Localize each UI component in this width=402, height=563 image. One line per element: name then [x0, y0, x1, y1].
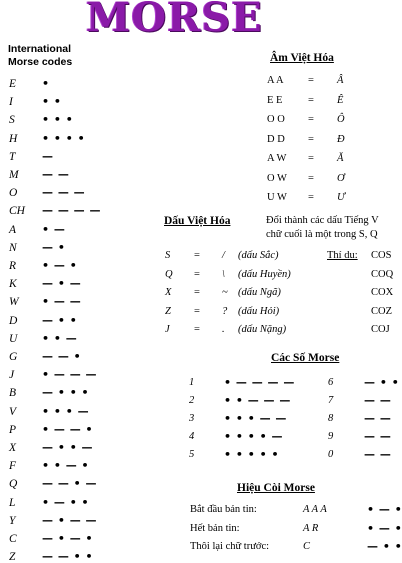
international-title	[8, 43, 72, 69]
am-equals: =	[308, 192, 314, 203]
signals-title: Hiệu Còi Morse	[237, 482, 315, 494]
dau-symbol: ~	[222, 287, 228, 298]
signal-morse: • — •	[367, 503, 402, 516]
am-result: Ư	[337, 192, 345, 203]
dau-name: (dấu Sắc)	[238, 250, 279, 261]
morse-letter: U	[9, 332, 18, 345]
dau-name: (dấu Hỏi)	[238, 305, 280, 317]
morse-code: • — — •	[42, 422, 94, 436]
am-equals: =	[308, 75, 314, 86]
morse-code: • — •	[42, 259, 78, 272]
morse-code: • — — —	[42, 368, 98, 382]
morse-code: — — • —	[42, 477, 98, 491]
number-code: — —	[364, 394, 392, 407]
signal-label: Thôi lại chữ trước:	[190, 541, 270, 552]
morse-letter: F	[9, 460, 17, 473]
am-letters: A W	[267, 153, 287, 164]
signal-code: A R	[303, 522, 319, 534]
dau-key: Z	[165, 305, 171, 317]
am-equals: =	[308, 153, 314, 164]
am-letters: O W	[267, 172, 287, 184]
morse-letter: Y	[9, 514, 16, 527]
dau-name: (dấu Ngã)	[238, 287, 281, 298]
morse-letter: H	[9, 132, 18, 145]
morse-code: — • •	[42, 313, 78, 327]
number-digit: 5	[189, 449, 195, 460]
morse-letter: CH	[9, 205, 25, 218]
number-code: • • • • •	[224, 448, 279, 461]
dau-example: COZ	[371, 305, 392, 317]
morse-code: • • •	[42, 113, 74, 127]
dau-example: COJ	[371, 324, 390, 335]
number-code: • • — — —	[224, 394, 291, 407]
signal-code: C	[303, 541, 311, 552]
morse-code: • —	[42, 222, 66, 236]
dau-name: (dấu Huyền)	[238, 268, 291, 280]
morse-code: — — — —	[42, 204, 101, 218]
am-result: Â	[337, 75, 344, 86]
morse-code: • • —	[42, 331, 78, 345]
morse-letter: C	[9, 533, 17, 545]
number-digit: 9	[328, 431, 334, 442]
morse-letter: V	[9, 405, 17, 418]
dau-key: X	[165, 287, 172, 298]
morse-code: — • — —	[42, 513, 98, 527]
morse-code: • — —	[42, 295, 82, 309]
morse-code: — • — •	[42, 532, 94, 545]
morse-letter: T	[9, 150, 16, 163]
morse-letter: L	[9, 496, 16, 509]
dau-symbol: \	[222, 268, 225, 280]
numbers-title: Các Số Morse	[271, 352, 340, 364]
am-result: Đ	[337, 133, 345, 145]
number-digit: 8	[328, 413, 334, 424]
morse-letter: S	[9, 114, 15, 127]
morse-letter: E	[9, 78, 17, 90]
am-letters: D D	[267, 133, 285, 145]
number-code: — —	[364, 412, 392, 425]
morse-code: • •	[42, 95, 62, 109]
am-letters: O O	[267, 114, 285, 125]
morse-letter: G	[9, 351, 18, 363]
morse-letter: B	[9, 387, 17, 400]
dau-example: COQ	[371, 268, 394, 280]
dau-name: (dấu Nặng)	[238, 324, 287, 335]
morse-code: — • —	[42, 277, 82, 291]
morse-letter: R	[9, 260, 17, 272]
morse-letter: N	[9, 241, 17, 254]
dau-viet-hoa-desc-line2: chữ cuối là một trong S, Q	[266, 229, 378, 240]
example-label: Thí du:	[327, 250, 358, 261]
am-equals: =	[308, 133, 314, 145]
am-viet-hoa-title: Âm Việt Hóa	[270, 52, 334, 64]
morse-letter: J	[9, 369, 15, 382]
number-code: — • •	[364, 376, 400, 389]
international-title-line2: Morse codes	[8, 56, 73, 68]
morse-letter: Q	[9, 478, 18, 491]
signal-code: A A A	[303, 504, 327, 515]
morse-code: —	[42, 149, 54, 163]
dau-equals: =	[194, 250, 200, 261]
dau-symbol: /	[222, 250, 225, 261]
dau-viet-hoa-desc-line1: Đổi thành các dấu Tiếng V	[266, 215, 379, 226]
number-code: — —	[364, 430, 392, 443]
morse-code: • • • —	[42, 404, 90, 418]
am-result: Ơ	[337, 172, 345, 184]
morse-code: — —	[42, 168, 70, 181]
morse-letter: W	[9, 296, 19, 309]
morse-letter: I	[9, 96, 13, 109]
am-result: Ê	[337, 94, 344, 106]
morse-code: — • • —	[42, 441, 94, 454]
dau-example: COS	[371, 250, 392, 261]
am-letters: E E	[267, 94, 283, 106]
number-code: • • • • —	[224, 430, 283, 443]
morse-code: — — •	[42, 350, 82, 363]
morse-code: — — • •	[42, 550, 94, 563]
dau-equals: =	[194, 305, 200, 317]
am-equals: =	[308, 172, 314, 184]
number-code: — —	[364, 448, 392, 461]
morse-code: • • — •	[42, 459, 90, 473]
signal-label: Bắt đầu bản tin:	[190, 504, 257, 515]
am-letters: U W	[267, 192, 287, 203]
dau-equals: =	[194, 268, 200, 280]
dau-example: COX	[371, 287, 394, 298]
dau-equals: =	[194, 287, 200, 298]
dau-key: Q	[165, 268, 173, 280]
number-digit: 3	[189, 413, 195, 424]
am-equals: =	[308, 94, 314, 106]
morse-letter: A	[9, 223, 17, 236]
morse-code: • • • •	[42, 131, 86, 145]
morse-letter: X	[9, 442, 17, 454]
morse-letter: P	[9, 423, 17, 436]
dau-symbol: ?	[222, 305, 228, 317]
number-digit: 6	[328, 377, 334, 388]
number-digit: 7	[328, 395, 334, 406]
dau-equals: =	[194, 324, 200, 335]
am-equals: =	[308, 114, 314, 125]
morse-code: — • • •	[42, 386, 90, 400]
page-title: MORSE	[86, 0, 263, 41]
am-result: Ô	[337, 114, 345, 125]
am-letters: A A	[267, 75, 284, 86]
signal-morse: — • •	[367, 540, 402, 553]
number-code: • • • — —	[224, 412, 287, 425]
number-digit: 1	[189, 377, 195, 388]
morse-letter: O	[9, 187, 18, 200]
number-code: • — — — —	[224, 376, 295, 389]
dau-viet-hoa-title: Dấu Việt Hóa	[164, 215, 231, 227]
morse-letter: Z	[9, 551, 16, 563]
morse-letter: K	[9, 278, 17, 291]
number-digit: 0	[328, 449, 334, 460]
signal-morse: • — •	[367, 521, 402, 535]
signal-label: Hết bản tin:	[190, 522, 240, 534]
dau-key: J	[165, 324, 170, 335]
morse-code: — — —	[42, 186, 86, 200]
morse-code: •	[42, 77, 50, 90]
morse-code: — •	[42, 240, 66, 254]
dau-symbol: .	[222, 324, 225, 335]
am-result: Ă	[337, 153, 344, 164]
morse-letter: D	[9, 314, 18, 327]
morse-letter: M	[9, 169, 19, 181]
number-digit: 4	[189, 431, 195, 442]
dau-key: S	[165, 250, 171, 261]
morse-code: • — • •	[42, 495, 90, 509]
international-title-line1: International	[8, 43, 72, 55]
number-digit: 2	[189, 395, 195, 406]
